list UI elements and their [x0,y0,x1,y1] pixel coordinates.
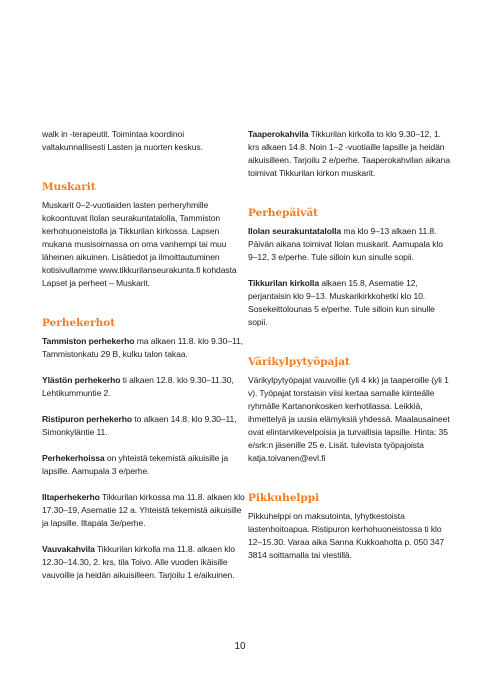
pikkuhelppi-paragraph: Pikkuhelppi on maksutointa, lyhytkestoista lastenhoitoapua. Ristipuron kerhohuoneistossa ti klo 12–15.30. Varaa aika Sanna Kukkoaholta p. 050 347 3814 soittamalla tai viestillä. [248,511,445,560]
intro-paragraph: walk in -terapeutit. Toimintaa koordinoi valtakunnallisesti Lasten ja nuorten keskus. [42,129,203,152]
perhepaiva-item: Ilolan seurakuntatalolla ma klo 9–13 alkaen 11.8. Päivän aikana toimivat Ilolan muskarit. Aamupala klo 9–12, 3 e/perhe. Tule silloin kun sinulle sopii. [248,226,443,262]
muskarit-paragraph: Muskarit 0–2-vuotiaiden lasten perheryhmille kokoontuvat Ilolan seurakuntatalolla, Tammiston kerhohuoneistolla ja Tikkurilan kirkossa. Lapsen mukana musisoimassa on oma vanhempi tai muu läheinen aikuinen. Lisätiedot ja ilmoittautuminen kotisivullamme www.tikkurilanseurakunta.fi kohdasta Lapset ja perheet – Muskarit. [42,200,237,288]
perhekerho-item: Ristipuron perhekerho to alkaen 14.8. klo 9.30–11, Simonkyläntie 11. [42,414,237,437]
perhekerho-item: Perhekerhoissa on yhteistä tekemistä aikuisille ja lapsille. Aamupala 3 e/perhe. [42,453,229,476]
varikylpy-paragraph: Värikylpytyöpajat vauvoille (yli 4 kk) ja taaperoille (yli 1 v). Työpajat torstaisin viisi kertaa samalle kiinteälle ryhmälle Kartanonkosken kerhotilassa. Leikkiä, ihmettelyä ja uusia elämyksiä yhdessä. Maalausaineet ovat elintarvikevelpoisia ja turvallisia lapsille. Hinta: 35 e/srk:n jäsenille 25 e. Lisät. tulevista työpajoista katja.toivanen@evl.fi [248,375,450,463]
perhekerho-item: Iltaperhekerho Tikkurilan kirkossa ma 11.8. alkaen klo 17.30–19, Asematie 12 a. Yhteistä tekemistä aikuisille ja lapsille. Iltapala 3e/perhe. [42,492,245,528]
perhekerho-item: Ylästön perhekerho ti alkaen 12.8. klo 9.30–11.30, Lehtikummuntie 2. [42,375,234,398]
left-column [42,128,246,595]
perhepaivat-heading: Perhepäivät [248,207,319,219]
taaperokahvila-paragraph: Taaperokahvila Tikkurilan kirkolla to klo 9.30–12, 1. krs alkaen 14.8. Noin 1–2 -vuotiaille lapsille ja heidän aikuisilleen. Tarjoilu 2 e/perhe. Taaperokahvilan aikana toimivat Tikkurilan kirkon muskarit. [248,129,450,178]
perhekerho-item: Vauvakahvila Tikkurilan kirkolla ma 11.8. alkaen klo 12.30–14.30, 2. krs, tila Toivo. Alle vuoden ikäisille vauvoille ja heidän aikuisilleen. Tarjoilu 1 e/aikuinen. [42,544,235,580]
perhepaiva-item: Tikkurilan kirkolla alkaen 15.8, Asematie 12, perjantaisin klo 9–13. Muskarikirkkohetki klo 10. Sosekeittolounas 5 e/perhe. Tule silloin kun sinulle sopii. [248,278,435,327]
right-column [248,128,452,575]
perhekerhot-heading: Perhekerhot [42,317,116,329]
varikylpy-heading: Värikylpytyöpajat [248,356,350,368]
page-number: 10 [234,641,246,652]
perhekerho-item: Tammiston perhekerho ma alkaen 11.8. klo 9.30–11, Tammistonkatu 29 B, kulku talon takaa. [42,336,243,359]
pikkuhelppi-heading: Pikkuhelppi [248,492,320,504]
muskarit-heading: Muskarit [42,181,96,193]
